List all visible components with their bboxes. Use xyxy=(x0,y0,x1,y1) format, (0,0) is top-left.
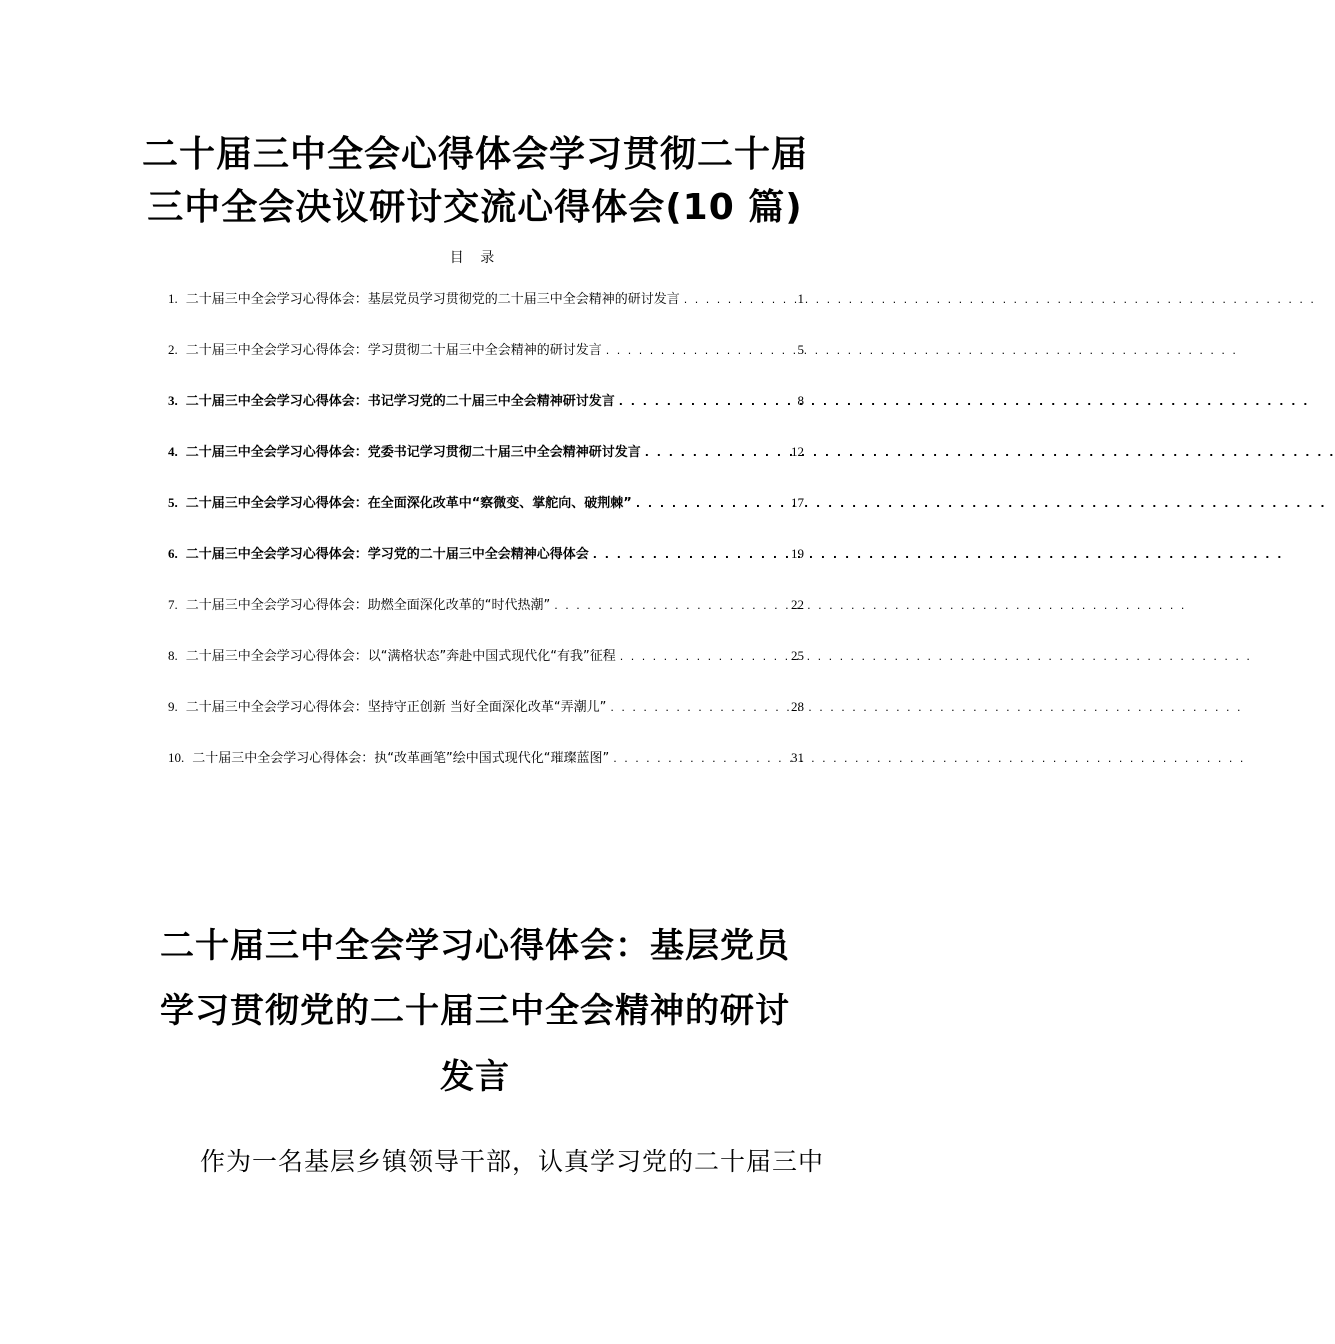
toc-entry-title: 二十届三中全会学习心得体会：学习贯彻二十届三中全会精神的研讨发言 xyxy=(185,343,602,358)
document-title-line-1: 二十届三中全会心得体会学习贯彻二十届 xyxy=(141,134,808,175)
toc-entry[interactable] xyxy=(168,339,804,390)
toc-entry-number: 5. xyxy=(168,495,178,510)
toc-entry-number: 4. xyxy=(168,444,178,459)
toc-leader-dots xyxy=(615,391,798,413)
toc-entry-page: 5 xyxy=(797,342,804,357)
body-paragraph: 作为一名基层乡镇领导干部，认真学习党的二十届三中 xyxy=(200,1147,825,1176)
toc-entry-number: 7. xyxy=(168,597,178,612)
table-of-contents xyxy=(168,288,804,798)
toc-entry-number: 6. xyxy=(168,546,178,561)
toc-leader-dots xyxy=(550,595,791,617)
section-title-line-3: 发言 xyxy=(440,1057,510,1098)
toc-leader-dots xyxy=(589,544,791,566)
toc-entry-page: 31 xyxy=(791,750,804,765)
toc-entry-title: 二十届三中全会学习心得体会：助燃全面深化改革的“时代热潮” xyxy=(185,598,551,613)
toc-leader-dots xyxy=(616,646,791,668)
toc-leader-dots xyxy=(632,493,791,515)
toc-entry-title: 二十届三中全会学习心得体会：党委书记学习贯彻二十届三中全会精神研讨发言 xyxy=(185,445,641,460)
toc-entry-number: 8. xyxy=(168,648,178,663)
toc-entry-title: 二十届三中全会学习心得体会：以“满格状态”奔赴中国式现代化“有我”征程 xyxy=(185,649,616,664)
toc-entry-title: 二十届三中全会学习心得体会：书记学习党的二十届三中全会精神研讨发言 xyxy=(185,394,615,409)
toc-heading: 目 录 xyxy=(449,250,501,266)
toc-entry-page: 22 xyxy=(791,597,804,612)
toc-entry[interactable] xyxy=(168,543,804,594)
section-title-line-1: 二十届三中全会学习心得体会：基层党员 xyxy=(160,926,790,967)
toc-entry-page: 1 xyxy=(797,291,804,306)
toc-leader-dots xyxy=(606,697,791,719)
toc-entry[interactable] xyxy=(168,441,804,492)
toc-leader-dots xyxy=(609,748,791,770)
toc-entry-page: 25 xyxy=(791,648,804,663)
toc-entry-number: 9. xyxy=(168,699,178,714)
toc-entry-title: 二十届三中全会学习心得体会：坚持守正创新 当好全面深化改革“弄潮儿” xyxy=(185,700,607,715)
toc-entry-page: 28 xyxy=(791,699,804,714)
toc-entry[interactable] xyxy=(168,288,804,339)
document-title-line-2: 三中全会决议研讨交流心得体会(10 篇) xyxy=(147,187,803,228)
toc-entry[interactable] xyxy=(168,645,804,696)
section-title-line-2: 学习贯彻党的二十届三中全会精神的研讨 xyxy=(160,991,790,1032)
toc-leader-dots xyxy=(641,442,791,464)
toc-entry-page: 8 xyxy=(797,393,804,408)
toc-entry-number: 10. xyxy=(168,750,185,765)
toc-entry-title: 二十届三中全会学习心得体会：基层党员学习贯彻党的二十届三中全会精神的研讨发言 xyxy=(185,292,680,307)
toc-leader-dots xyxy=(602,340,798,362)
toc-entry-page: 12 xyxy=(791,444,804,459)
toc-entry-title: 二十届三中全会学习心得体会：执“改革画笔”绘中国式现代化“璀璨蓝图” xyxy=(192,751,610,766)
toc-entry[interactable] xyxy=(168,747,804,798)
toc-leader-dots xyxy=(680,289,798,311)
toc-entry-page: 17 xyxy=(791,495,804,510)
toc-entry-page: 19 xyxy=(791,546,804,561)
toc-entry[interactable] xyxy=(168,594,804,645)
toc-entry-number: 3. xyxy=(168,393,178,408)
toc-entry-number: 1. xyxy=(168,291,178,306)
toc-entry[interactable] xyxy=(168,390,804,441)
toc-entry-title: 二十届三中全会学习心得体会：在全面深化改革中“察微变、掌舵向、破荆棘” xyxy=(185,496,632,511)
toc-entry[interactable] xyxy=(168,492,804,543)
toc-entry-title: 二十届三中全会学习心得体会：学习党的二十届三中全会精神心得体会 xyxy=(185,547,589,562)
toc-entry[interactable] xyxy=(168,696,804,747)
toc-entry-number: 2. xyxy=(168,342,178,357)
